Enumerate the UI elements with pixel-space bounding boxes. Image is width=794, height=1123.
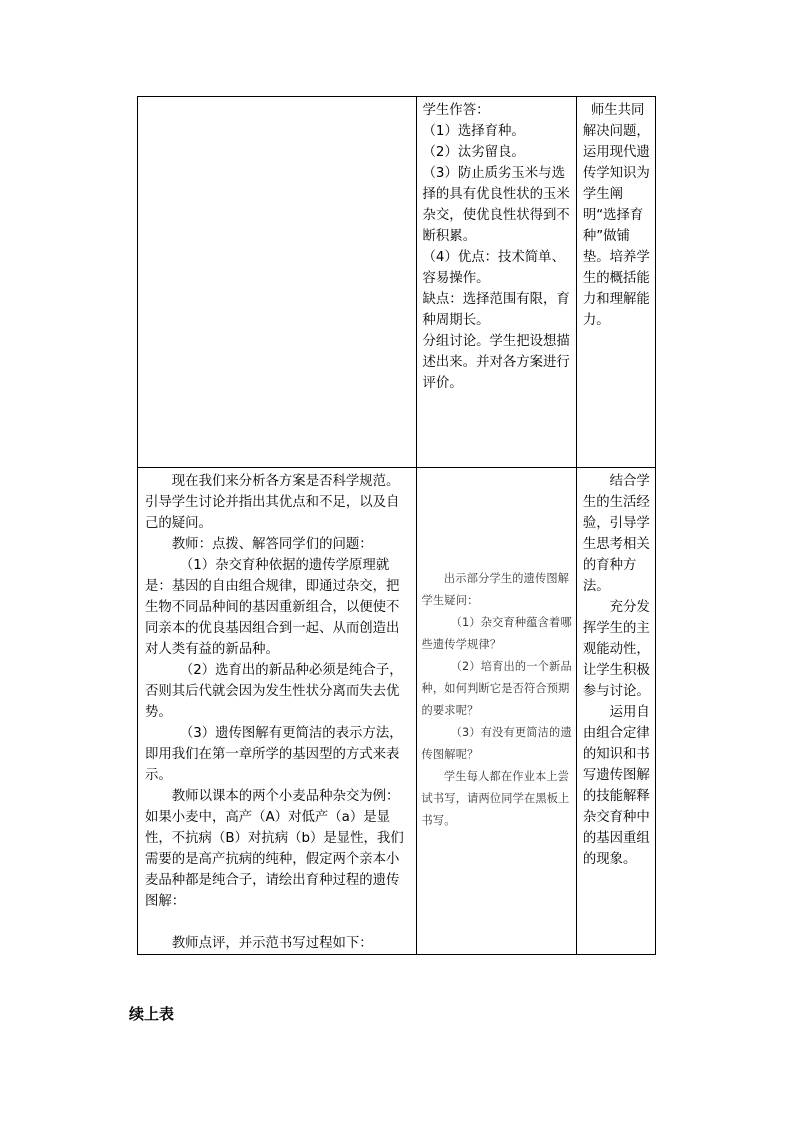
table-row	[138, 468, 656, 955]
teacher-paragraph: 教师：点拨、解答同学们的问题：	[171, 537, 373, 552]
student-activity-cell	[416, 468, 576, 955]
design-intent-text: 结合学生的生活经验，引导学生思考相关的育种方法。	[582, 474, 650, 594]
design-intent-text: 师生共同解决问题，运用现代遗传学知识为学生阐明“选择育种”做铺垫。培养学生的概括能力和理解能力。	[582, 103, 650, 328]
teacher-paragraph: 教师以课本的两个小麦品种杂交为例：如果小麦中，高产（A）对低产（a）是显性，不抗病（B）对抗病（b）是显性，我们需要的是高产抗病的纯种，假定两个亲本小麦品种都是纯合子，请绘出育种过程的遗传图解：	[145, 789, 404, 909]
continued-table-label: 续上表	[129, 1005, 175, 1023]
student-note: 学生疑问：	[421, 594, 479, 607]
design-intent-cell	[576, 97, 655, 468]
student-note: （2）培育出的一个新品种，如何判断它是否符合预期的要求呢？	[421, 660, 572, 717]
student-note: （1）杂交育种蕴含着哪些遗传学规律？	[421, 616, 572, 651]
student-note: 学生每人都在作业本上尝试书写，请两位同学在黑板上书写。	[421, 770, 570, 827]
teacher-paragraph: （3）遗传图解有更简洁的表示方法，即用我们在第一章所学的基因型的方式来表示。	[145, 726, 403, 783]
teacher-paragraph: （1）杂交育种依据的遗传学原理就是：基因的自由组合规律，即通过杂交，把生物不同品种间的基因重新组合，以便使不同亲本的优良基因组合到一起、从而创造出对人类有益的新品种。	[145, 558, 400, 657]
table-row	[138, 97, 656, 468]
student-note: （3）有没有更简洁的遗传图解呢？	[421, 726, 572, 761]
teacher-activity-cell	[138, 97, 417, 468]
design-intent-text: 运用自由组合定律的知识和书写遗传图解的技能解释杂交育种中的基因重组的现象。	[582, 705, 650, 867]
design-intent-text: 充分发挥学生的主观能动性，让学生积极参与讨论。	[582, 600, 650, 699]
teacher-activity-cell	[138, 468, 417, 955]
design-intent-cell	[576, 468, 655, 955]
student-answer-item: （1）选择育种。	[422, 124, 525, 139]
student-answer-item: （4）优点：技术简单、容易操作。	[422, 250, 565, 286]
teacher-paragraph: 现在我们来分析各方案是否科学规范。引导学生讨论并指出其优点和不足，以及自己的疑问。	[145, 474, 400, 531]
student-note: 出示部分学生的遗传图解	[443, 572, 570, 585]
student-activity-cell	[416, 97, 576, 468]
teacher-paragraph: （2）选育出的新品种必须是纯合子，否则其后代就会因为发生性状分离而失去优势。	[145, 663, 403, 720]
student-answer-item: （2）汰劣留良。	[422, 145, 525, 160]
student-answer-item: 缺点：选择范围有限，育种周期长。	[422, 292, 570, 328]
student-answer-item: （3）防止质劣玉米与选择的具有优良性状的玉米杂交，使优良性状得到不断积累。	[422, 166, 570, 244]
scanned-student-notes	[417, 568, 576, 832]
student-answer-heading: 学生作答：	[422, 103, 490, 118]
student-answer-item: 分组讨论。学生把设想描述出来。并对各方案进行评价。	[422, 334, 570, 391]
lesson-table	[137, 96, 656, 955]
teacher-paragraph: 教师点评，并示范书写过程如下：	[171, 936, 373, 951]
